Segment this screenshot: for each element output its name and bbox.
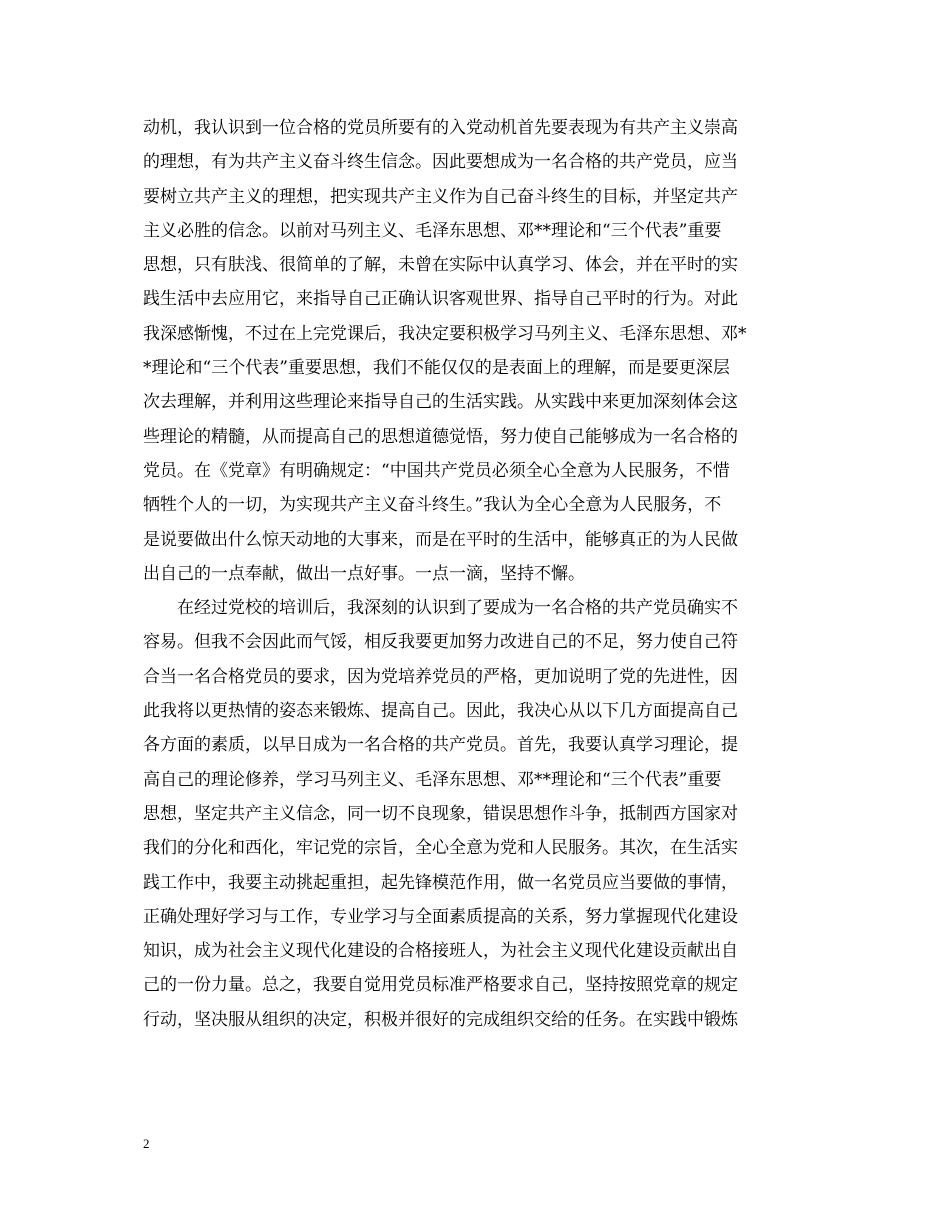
text-line: 牺牲个人的一切，为实现共产主义奋斗终生。”我认为全心全意为人民服务，不 [143,495,722,516]
text-line: 行动，坚决服从组织的决定，积极并很好的完成组织交给的任务。在实践中锻炼 [143,1009,738,1030]
text-line: 党员。在《党章》有明确规定：“中国共产党员必须全心全意为人民服务，不惜 [143,460,730,481]
text-line: 动机，我认识到一位合格的党员所要有的入党动机首先要表现为有共产主义崇高 [143,118,738,138]
text-line: 是说要做出什么惊天动地的大事来，而是在平时的生活中，能够真正的为人民做 [143,529,738,550]
text-line: 知识，成为社会主义现代化建设的合格接班人，为社会主义现代化建设贡献出自 [143,941,738,962]
text-line: 此我将以更热情的姿态来锻炼、提高自己。因此，我决心从以下几方面提高自己 [143,701,738,722]
text-line: 践生活中去应用它，来指导自己正确认识客观世界、指导自己平时的行为。对此 [143,289,738,310]
text-line: 主义必胜的信念。以前对马列主义、毛泽东思想、邓**理论和“三个代表”重要 [143,220,722,241]
text-line: 在经过党校的培训后，我深刻的认识到了要成为一名合格的共产党员确实不 [143,598,738,619]
page-number: 2 [143,1136,150,1151]
text-line: 我们的分化和西化，牢记党的宗旨，全心全意为党和人民服务。其次，在生活实 [143,838,738,859]
text-line: 我深感惭愧，不过在上完党课后，我决定要积极学习马列主义、毛泽东思想、邓* [143,323,747,344]
text-line: 些理论的精髓，从而提高自己的思想道德觉悟，努力使自己能够成为一名合格的 [143,426,738,447]
text-line: 次去理解，并利用这些理论来指导自己的生活实践。从实践中来更加深刻体会这 [143,392,738,413]
text-line: 思想，只有肤浅、很简单的了解，未曾在实际中认真学习、体会，并在平时的实 [143,255,738,276]
text-line: 践工作中，我要主动挑起重担，起先锋模范作用，做一名党员应当要做的事情， [143,872,738,893]
text-line: 合当一名合格党员的要求，因为党培养党员的严格，更加说明了党的先进性，因 [143,666,738,687]
body-text [143,111,823,1037]
text-line: 各方面的素质，以早日成为一名合格的共产党员。首先，我要认真学习理论，提 [143,735,738,756]
text-line: 正确处理好学习与工作，专业学习与全面素质提高的关系，努力掌握现代化建设 [143,906,738,927]
text-line: 高自己的理论修养，学习马列主义、毛泽东思想、邓**理论和“三个代表”重要 [143,769,722,790]
text-line: 出自己的一点奉献，做出一点好事。一点一滴，坚持不懈。 [143,563,585,584]
text-line: 思想，坚定共产主义信念，同一切不良现象，错误思想作斗争，抵制西方国家对 [143,803,738,824]
text-line: 己的一份力量。总之，我要自觉用党员标准严格要求自己，坚持按照党章的规定 [143,975,738,996]
text-line: 的理想，有为共产主义奋斗终生信念。因此要想成为一名合格的共产党员，应当 [143,152,738,173]
text-line: 要树立共产主义的理想，把实现共产主义作为自己奋斗终生的目标，并坚定共产 [143,186,738,207]
text-line: 容易。但我不会因此而气馁，相反我要更加努力改进自己的不足，努力使自己符 [143,632,738,653]
text-line: *理论和“三个代表”重要思想，我们不能仅仅的是表面上的理解，而是要更深层 [143,358,730,379]
